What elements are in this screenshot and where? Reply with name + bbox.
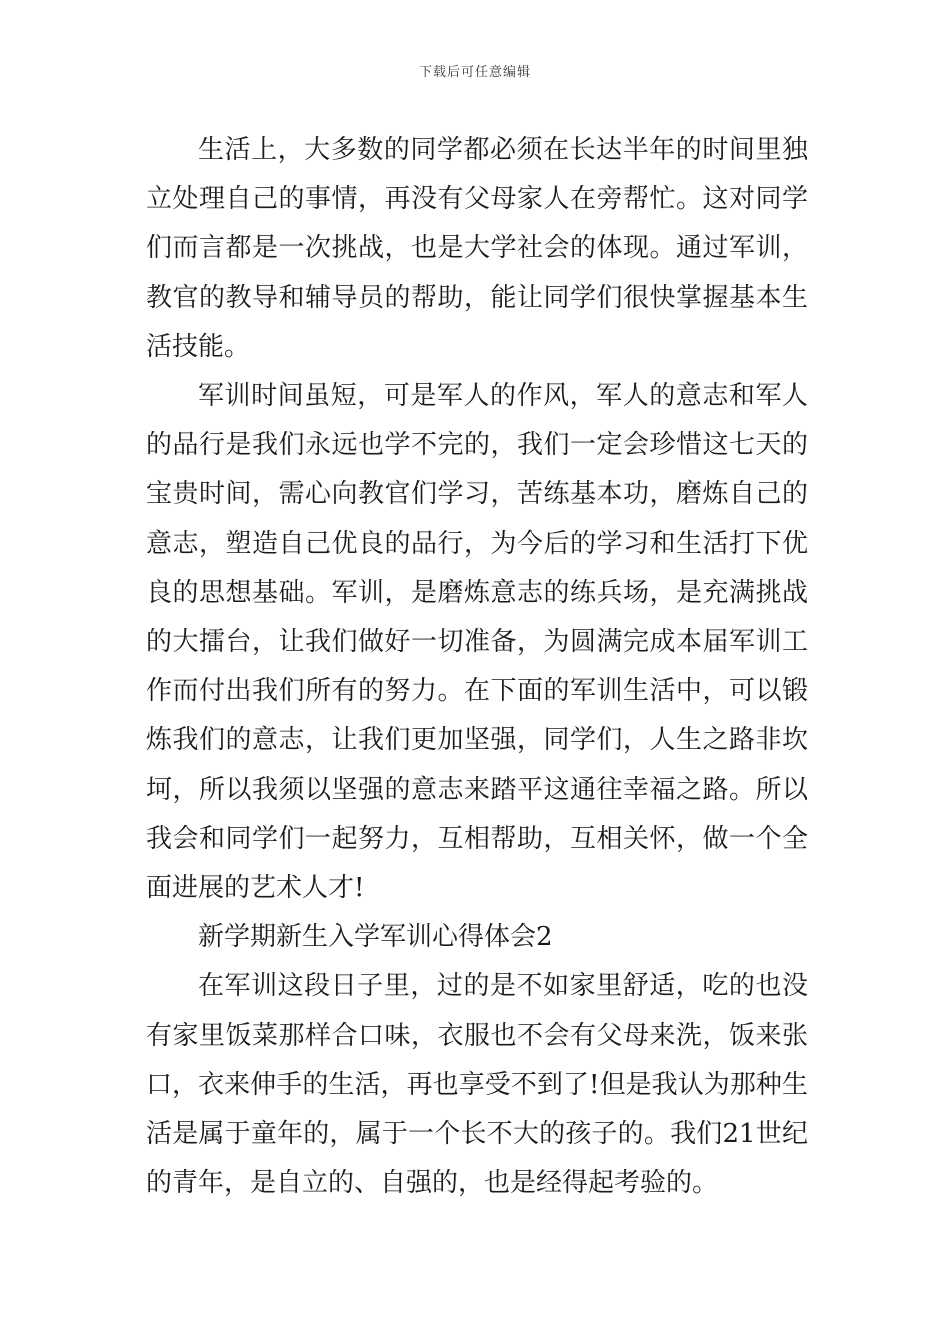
document-body bbox=[146, 126, 808, 1208]
paragraph-military-training: 军训时间虽短，可是军人的作风，军人的意志和军人的品行是我们永远也学不完的，我们一定会珍惜这七天的宝贵时间，需心向教官们学习，苦练基本功，磨炼自己的意志，塑造自己优良的品行，为今后的学习和生活打下优良的思想基础。军训，是磨炼意志的练兵场，是充满挑战的大擂台，让我们做好一切准备，为圆满完成本届军训工作而付出我们所有的努力。在下面的军训生活中，可以锻炼我们的意志，让我们更加坚强，同学们，人生之路非坎坷，所以我须以坚强的意志来踏平这通往幸福之路。所以我会和同学们一起努力，互相帮助，互相关怀，做一个全面进展的艺术人才! bbox=[146, 381, 808, 904]
paragraph-training-days: 在军训这段日子里，过的是不如家里舒适，吃的也没有家里饭菜那样合口味，衣服也不会有父母来洗，饭来张口，衣来伸手的生活，再也享受不到了!但是我认为那种生活是属于童年的，属于一个长不大的孩子的。我们21世纪的青年，是自立的、自强的，也是经得起考验的。 bbox=[146, 971, 808, 1199]
page-header: 下载后可任意编辑 bbox=[418, 65, 531, 80]
section-heading: 新学期新生入学军训心得体会2 bbox=[198, 922, 553, 953]
paragraph-daily-life: 生活上，大多数的同学都必须在长达半年的时间里独立处理自己的事情，再没有父母家人在旁帮忙。这对同学们而言都是一次挑战，也是大学社会的体现。通过军训，教官的教导和辅导员的帮助，能让同学们很快掌握基本生活技能。 bbox=[146, 135, 808, 362]
